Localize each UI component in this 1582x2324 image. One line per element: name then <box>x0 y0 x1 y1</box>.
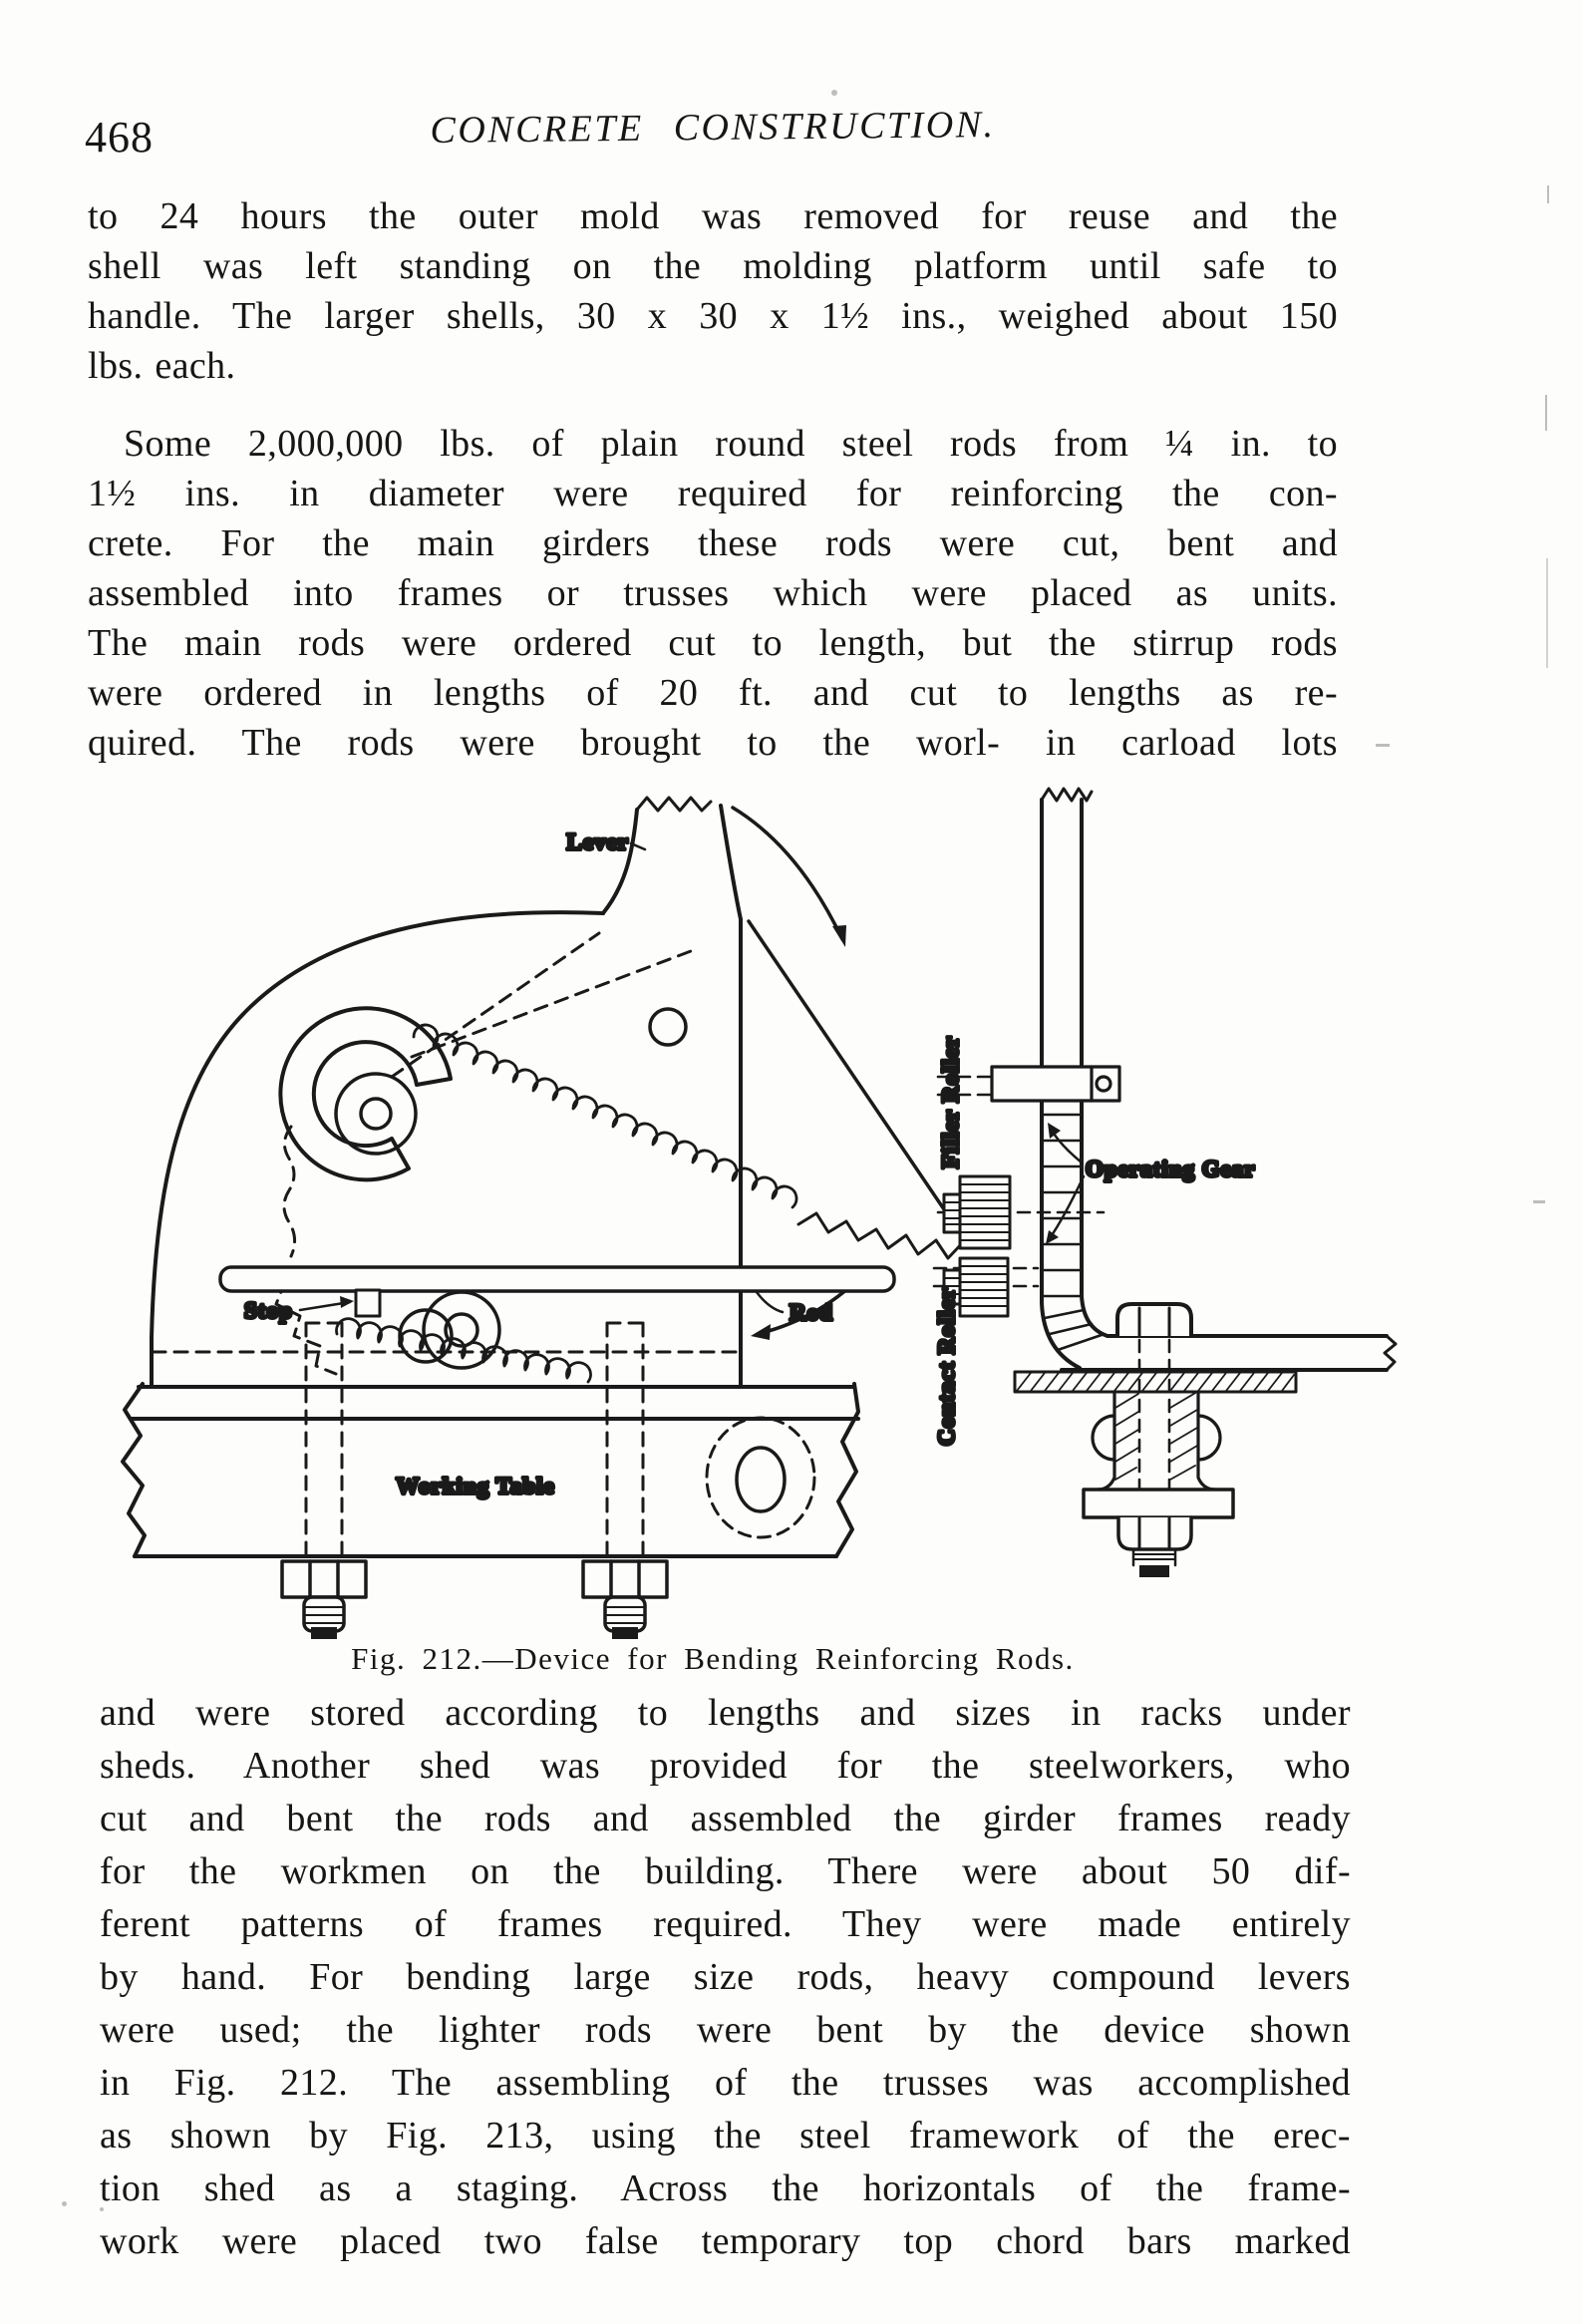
filler-roller-label: Filler Roller <box>938 1035 963 1168</box>
text-line: for the workmen on the building. There were about 50 dif- <box>100 1850 1351 1892</box>
text-line: lbs. each. <box>88 345 236 387</box>
paragraph-2 <box>88 419 1338 768</box>
text-line: by hand. For bending large size rods, heavy compound levers <box>100 1956 1351 1998</box>
text-line: sheds. Another shed was provided for the steelworkers, who <box>100 1745 1351 1787</box>
scan-speck <box>100 2207 104 2211</box>
scan-mark <box>1545 395 1547 431</box>
table-bolt-right <box>583 1561 667 1639</box>
working-table-label: Working Table <box>396 1474 555 1498</box>
text-line: shell was left standing on the molding platform until safe to <box>88 245 1338 287</box>
lever-label: Lever <box>566 830 629 854</box>
bending-device-drawing <box>95 780 1490 1639</box>
lower-gear-coil <box>337 1319 591 1382</box>
scan-mark <box>1546 558 1548 668</box>
scan-mark <box>1376 744 1390 747</box>
text-line: 1½ ins. in diameter were required for reinforcing the con- <box>88 473 1338 514</box>
text-line: Some 2,000,000 lbs. of plain round steel rods from ¼ in. to <box>124 423 1338 465</box>
text-line: were used; the lighter rods were bent by the device shown <box>100 2009 1351 2051</box>
bending-device-edge-view <box>934 789 1396 1577</box>
bracket-stem <box>1093 1392 1220 1490</box>
text-line: tion shed as a staging. Across the horizontals of the frame- <box>100 2167 1351 2209</box>
working-table <box>123 1384 858 1556</box>
text-line: The main rods were ordered cut to length, but the stirrup rods <box>88 622 1338 664</box>
filler-roller <box>944 1176 1010 1248</box>
scan-mark <box>1533 1200 1545 1203</box>
bending-device-side-view <box>123 798 965 1639</box>
paragraph-3 <box>100 1687 1351 2268</box>
text-line: as shown by Fig. 213, using the steel framework of the erec- <box>100 2115 1351 2157</box>
rod-bar <box>220 1267 894 1291</box>
text-line: to 24 hours the outer mold was removed for reuse and the <box>88 195 1338 237</box>
text-line: cut and bent the rods and assembled the girder frames ready <box>100 1798 1351 1839</box>
operating-gear-label: Operating Gear <box>1086 1157 1256 1181</box>
scan-speck <box>831 90 837 96</box>
crescent-cam <box>280 1008 451 1179</box>
text-line: were ordered in lengths of 20 ft. and cut to lengths as re- <box>88 672 1338 714</box>
anchor-bolt-nut <box>1084 1490 1233 1577</box>
pivot-circles <box>336 1074 416 1154</box>
contact-roller-label: Contact Roller <box>934 1287 959 1446</box>
gear-sector-edge <box>749 921 965 1240</box>
page-number: 468 <box>85 113 154 162</box>
figure-caption: Fig. 212.—Device for Bending Reinforcing Rods. <box>351 1641 1075 1676</box>
scan-speck <box>62 2201 67 2206</box>
lever-post <box>603 798 741 919</box>
scan-mark <box>1547 185 1549 203</box>
bracket-flange <box>1015 1372 1296 1392</box>
figure-212 <box>95 780 1490 1639</box>
rod-label: Rod <box>790 1300 833 1325</box>
table-hole <box>737 1448 785 1511</box>
running-title: CONCRETE CONSTRUCTION. <box>430 104 996 152</box>
anchor-bolt-head <box>1117 1304 1191 1336</box>
text-line: quired. The rods were brought to the worl- in carload lots <box>88 722 1338 764</box>
table-bolt-left <box>282 1561 366 1639</box>
text-line: work were placed two false temporary top chord bars marked <box>100 2220 1351 2262</box>
table-hole-hidden <box>707 1418 814 1537</box>
text-line: ferent patterns of frames required. They were made entirely <box>100 1903 1351 1945</box>
paragraph-1 <box>88 191 1338 391</box>
gear-sector-teeth <box>798 1213 965 1258</box>
stop-block <box>356 1290 380 1316</box>
text-line: in Fig. 212. The assembling of the trusses was accomplished <box>100 2062 1351 2104</box>
text-line: handle. The larger shells, 30 x 30 x 1½ ins., weighed about 150 <box>88 295 1338 337</box>
stop-label: Stop <box>244 1298 293 1323</box>
text-line: and were stored according to lengths and sizes in racks under <box>100 1692 1351 1734</box>
collar-cleat <box>992 1067 1119 1101</box>
text-line: crete. For the main girders these rods were cut, bent and <box>88 522 1338 564</box>
body-hole <box>650 1009 686 1045</box>
text-line: assembled into frames or trusses which were placed as units. <box>88 572 1338 614</box>
